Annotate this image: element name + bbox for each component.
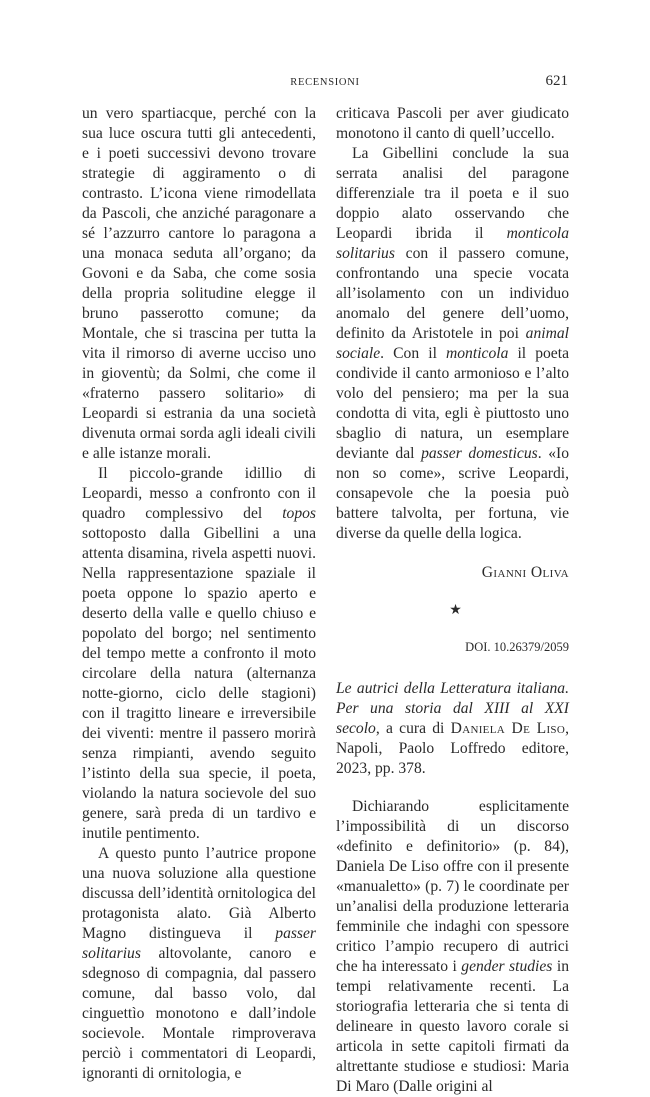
book-editor: Daniela De Liso — [450, 720, 566, 737]
text-run: altovolante, canoro e sdegnoso di compagnia, dal passero comune, dal basso volo, dal cinguettìo monotono e dall’indole socievole. Montale rimproverava perciò i commentatori di Leopardi, ignoranti di ornitologia, e — [82, 945, 316, 1082]
page-number: 621 — [545, 73, 568, 89]
book-reference — [336, 679, 569, 779]
left-column — [82, 104, 316, 1084]
italic-term: topos — [282, 505, 316, 522]
text-run: un vero spartiacque, perché con la sua luce oscura tutti gli antecedenti, e i poeti successivi devono trovare strategie di aggiramento o di contrasto. L’icona viene rimodellata da Pascoli, che anziché paragonare a sé l’azzurro cantore lo paragona a una monaca seduta all’organo; da Govoni e da Saba, che come sosia della propria solitudine elegge il bruno passerotto comune; da Montale, che si trascina per tutta la vita il rimorso di averne ucciso uno in gioventù; da Solmi, che come il «fraterno passero solitario» di Leopardi si estrania da una società divenuta ormai sorda agli ideali civili e alle istanze morali. — [82, 105, 316, 462]
text-run: . Con il — [380, 345, 446, 362]
text-run: Il piccolo-grande idillio di Leopardi, messo a confronto con il quadro complessivo del — [82, 465, 316, 522]
paragraph — [82, 104, 316, 464]
star-icon: ★ — [449, 603, 462, 618]
paragraph — [336, 144, 569, 544]
text-run: , a cura di — [375, 720, 451, 737]
paragraph — [336, 104, 569, 144]
text-run: sottoposto dalla Gibellini a una attenta disamina, rivela aspetti nuovi. Nella rappresentazione spaziale il poeta oppone lo spazio aperto e deserto della valle e quello chiuso e popolato del borgo; nel sentimento del tempo mette a confronto il moto circolare della natura (alternanza notte-giorno, ciclo delle stagioni) con il tragitto lineare e irreversibile dei viventi: mentre il passero morirà senza rimpianti, avendo seguito l’istinto della sua specie, il poeta, violando la natura socievole del suo genere, sarà preda di un tardivo e inutile pentimento. — [82, 525, 316, 842]
italic-term: monticola solitarius — [336, 225, 569, 262]
text-run: , Napoli, Paolo Loffredo editore, 2023, pp. 378. — [336, 720, 569, 777]
book-title: Le autrici della Letteratura italiana. Per una storia dal XIII al XXI secolo — [336, 680, 569, 737]
text-run: . «Io non so come», scrive Leopardi, consapevole che la poesia può battere talvolta, per fortuna, vie diverse da quelle della logica. — [336, 445, 569, 542]
page-header — [0, 73, 650, 93]
italic-term: monticola — [446, 345, 509, 362]
text-run: con il passero comune, confrontando una specie vocata all’isolamento con un individuo anomalo del genere dell’uomo, definito da Aristotele in poi — [336, 245, 569, 342]
doi-reference: DOI. 10.26379/2059 — [465, 640, 569, 654]
text-run: A questo punto l’autrice propone una nuova soluzione alla questione discussa dell’identità ornitologica del protagonista alato. Già Alberto Magno distingueva il — [82, 845, 316, 942]
right-column — [336, 104, 569, 1097]
paragraph — [82, 464, 316, 844]
text-run: criticava Pascoli per aver giudicato monotono il canto di quell’uccello. — [336, 105, 569, 142]
italic-term: passer domesticus — [421, 445, 538, 462]
italic-term: animal sociale — [336, 325, 569, 362]
italic-term: gender studies — [461, 958, 553, 975]
review-signature: Gianni Oliva — [481, 564, 569, 581]
text-run: La Gibellini conclude la sua serrata analisi del paragone differenziale tra il poeta e il suo doppio alato osservando che Leopardi ibrida il — [336, 145, 569, 242]
paragraph — [82, 844, 316, 1084]
text-run: Dichiarando esplicitamente l’impossibilità di un discorso «definito e definitorio» (p. 84), Daniela De Liso offre con il presente «manualetto» (p. 7) le coordinate per un’analisi della produzione letteraria femminile che indaghi con spessore critico l’ampio recupero di autrici che ha interessato i — [336, 798, 569, 975]
text-run: il poeta condivide il canto armonioso e l’alto volo del pensiero; ma per la sua condotta di vita, egli è piuttosto uno sbaglio di natura, un esemplare deviante dal — [336, 345, 569, 462]
paragraph — [336, 797, 569, 1097]
italic-term: passer solitarius — [82, 925, 316, 962]
running-head: RECENSIONI — [290, 77, 360, 88]
text-run: in tempi relativamente recenti. La storiografia letteraria che si tenta di delineare in questo lavoro corale si articola in sette capitoli firmati da altrettante studiose e studiosi: Maria Di Maro (Dalle origini al — [336, 958, 569, 1095]
